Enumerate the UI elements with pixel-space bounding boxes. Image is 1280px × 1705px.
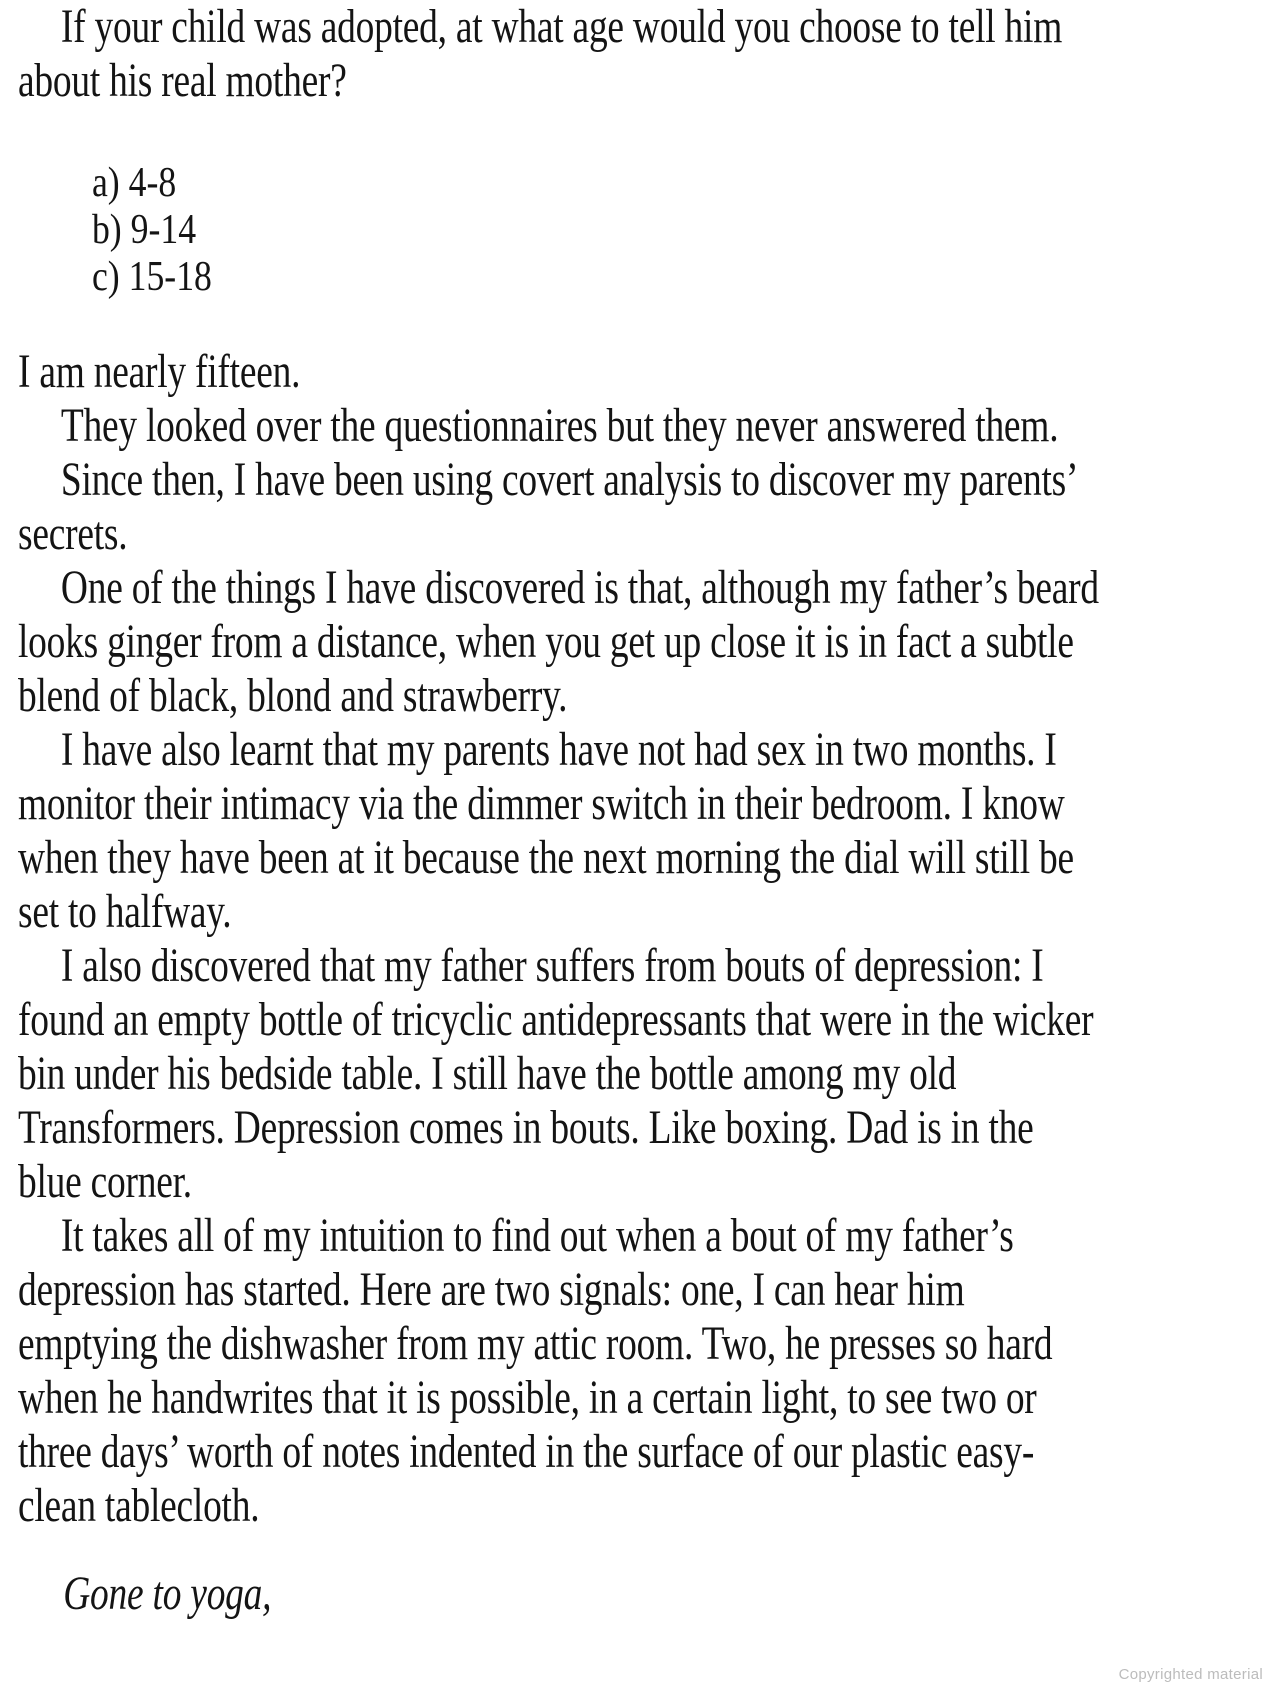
- text-line: Since then, I have been using covert analysis to discover my parents’: [60, 453, 1079, 506]
- text-line: bin under his bedside table. I still have the bottle among my old: [18, 1047, 957, 1100]
- text-line: It takes all of my intuition to find out when a bout of my father’s: [60, 1209, 1014, 1262]
- text-line: found an empty bottle of tricyclic antidepressants that were in the wicker: [18, 993, 1094, 1046]
- text-line: Transformers. Depression comes in bouts. Like boxing. Dad is in the: [18, 1101, 1034, 1154]
- text-line: secrets.: [18, 507, 128, 560]
- signoff-line: Gone to yoga,: [63, 1567, 272, 1620]
- signoff-paragraph: [18, 1567, 1280, 1621]
- text-line: three days’ worth of notes indented in the surface of our plastic easy-: [18, 1425, 1035, 1478]
- text-line: One of the things I have discovered is that, although my father’s beard: [60, 561, 1099, 614]
- text-line: emptying the dishwasher from my attic room. Two, he presses so hard: [18, 1317, 1053, 1370]
- question-paragraph: [18, 0, 1280, 108]
- text-line: clean tablecloth.: [18, 1479, 260, 1532]
- option-item: a) 4-8: [91, 160, 177, 206]
- text-line: blue corner.: [18, 1155, 192, 1208]
- text-line: monitor their intimacy via the dimmer switch in their bedroom. I know: [18, 777, 1065, 830]
- text-line: looks ginger from a distance, when you get up close it is in fact a subtle: [18, 615, 1074, 668]
- text-line: depression has started. Here are two signals: one, I can hear him: [18, 1263, 965, 1316]
- option-item: c) 15-18: [91, 254, 212, 300]
- text-line: when they have been at it because the next morning the dial will still be: [18, 831, 1074, 884]
- text-line: If your child was adopted, at what age would you choose to tell him: [60, 0, 1063, 53]
- text-line: about his real mother?: [18, 54, 347, 107]
- text-line: I am nearly fifteen.: [18, 345, 301, 398]
- text-line: They looked over the questionnaires but they never answered them.: [60, 399, 1059, 452]
- copyright-watermark: Copyrighted material: [1118, 1666, 1263, 1683]
- text-line: I have also learnt that my parents have not had sex in two months. I: [60, 723, 1057, 776]
- answer-options-list: [18, 160, 1280, 301]
- option-item: b) 9-14: [91, 207, 197, 253]
- text-line: blend of black, blond and strawberry.: [18, 669, 568, 722]
- text-line: I also discovered that my father suffers from bouts of depression: I: [60, 939, 1044, 992]
- body-text: [18, 345, 1280, 1533]
- text-line: set to halfway.: [18, 885, 232, 938]
- text-line: when he handwrites that it is possible, in a certain light, to see two or: [18, 1371, 1037, 1424]
